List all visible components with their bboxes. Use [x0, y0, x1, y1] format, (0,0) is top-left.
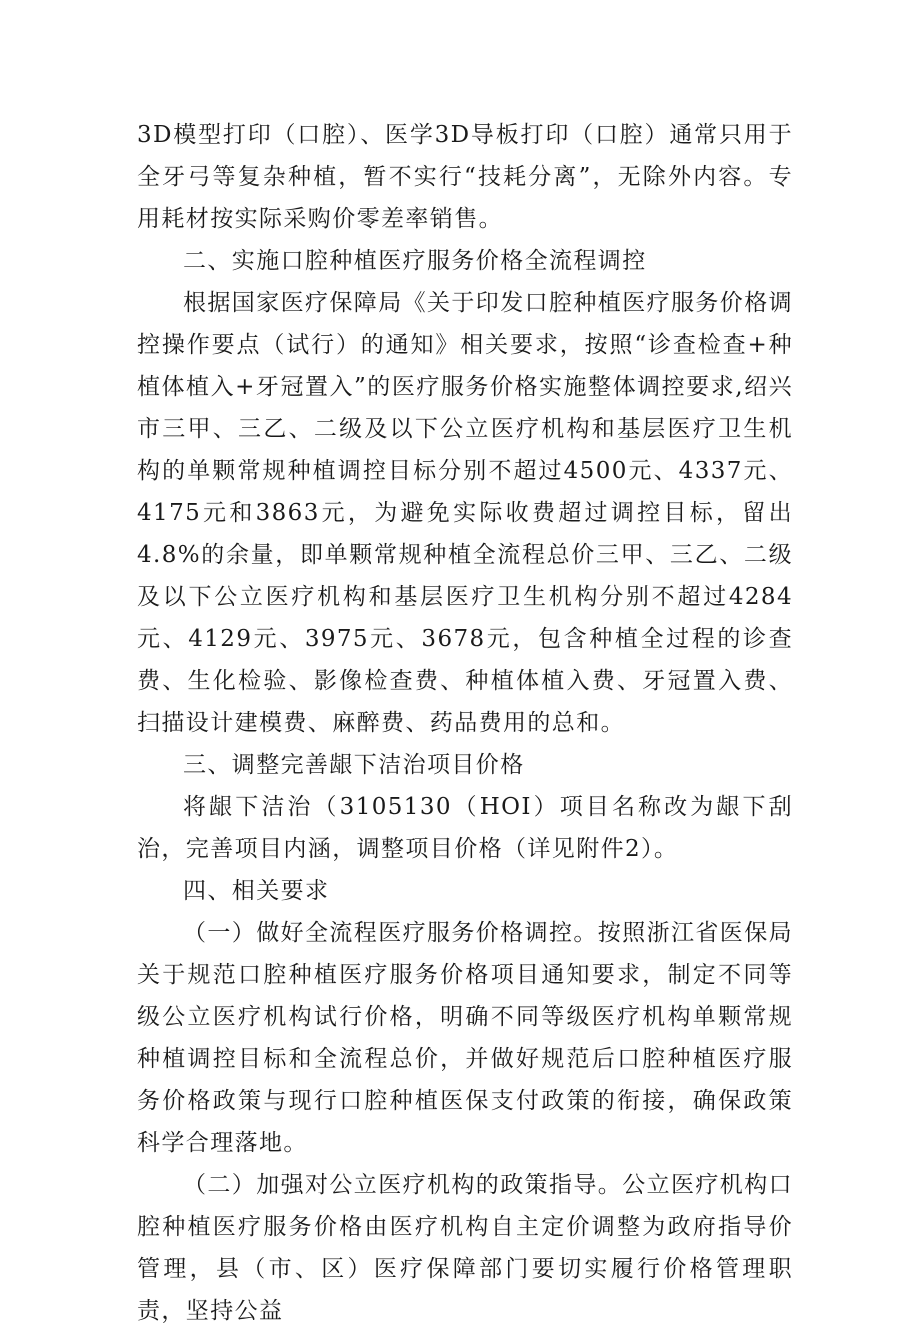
continuation-paragraph: 3D模型打印（口腔）、医学3D导板打印（口腔）通常只用于全牙弓等复杂种植，暂不实行“技耗分离”，无除外内容。专用耗材按实际采购价零差率销售。: [137, 122, 793, 232]
section-2-paragraph: 根据国家医疗保障局《关于印发口腔种植医疗服务价格调控操作要点（试行）的通知》相关要求，按照“诊查检查+种植体植入+牙冠置入”的医疗服务价格实施整体调控要求,绍兴市三甲、三乙、二级及以下公立医疗机构和基层医疗卫生机构的单颗常规种植调控目标分别不超过4500元、4337元、4175元和3863元，为避免实际收费超过调控目标，留出4.8%的余量，即单颗常规种植全流程总价三甲、三乙、二级及以下公立医疗机构和基层医疗卫生机构分别不超过4284元、4129元、3975元、3678元，包含种植全过程的诊查费、生化检验、影像检查费、种植体植入费、牙冠置入费、扫描设计建模费、麻醉费、药品费用的总和。: [137, 290, 793, 736]
section-4-item-2: （二）加强对公立医疗机构的政策指导。公立医疗机构口腔种植医疗服务价格由医疗机构自主定价调整为政府指导价管理，县（市、区）医疗保障部门要切实履行价格管理职责，坚持公益: [137, 1172, 793, 1324]
section-3-paragraph: 将龈下洁治（3105130（HOI）项目名称改为龈下刮治，完善项目内涵，调整项目价格（详见附件2）。: [137, 794, 793, 862]
document-body: [137, 114, 793, 1332]
section-2-heading: 二、实施口腔种植医疗服务价格全流程调控: [183, 248, 647, 274]
section-3-heading: 三、调整完善龈下洁治项目价格: [183, 752, 525, 778]
section-4-heading: 四、相关要求: [183, 878, 330, 904]
section-4-item-1: （一）做好全流程医疗服务价格调控。按照浙江省医保局关于规范口腔种植医疗服务价格项目通知要求，制定不同等级公立医疗机构试行价格，明确不同等级医疗机构单颗常规种植调控目标和全流程总价，并做好规范后口腔种植医疗服务价格政策与现行口腔种植医保支付政策的衔接，确保政策科学合理落地。: [137, 920, 793, 1156]
